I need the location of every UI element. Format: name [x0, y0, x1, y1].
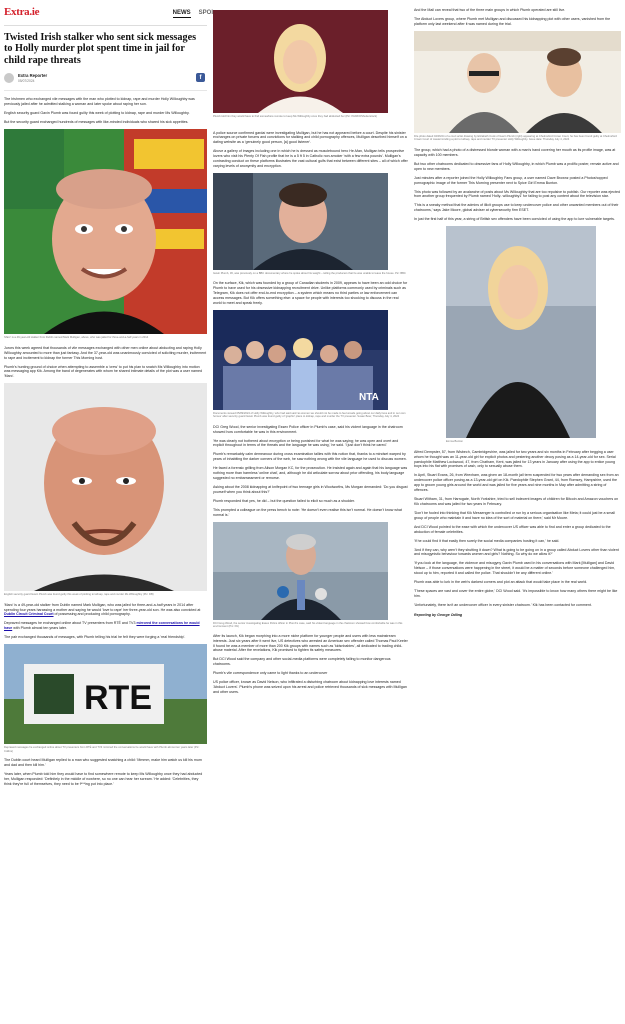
photo-caption: Plumb told him they would have to find somewhere remote to keep Ms Willoughby once they had abducted her (Pic: PA/ROI/Shutterstock) [213, 115, 377, 118]
paragraph: Alfred Dempster, 57, from Wisbech, Cambridgeshire, was jailed for two years and six months in February after begging a user whom he thought was an 11-year-old girl for explicit photos and pestering another decoy posing as a 14-year-old for sex. Serial paedophile Matthew Lockwood, 47, from Chatham, Kent, was jailed for 13 years in January after using the app to entice young boys into his flat with promises of cash, only to sexually abuse them. [414, 449, 616, 469]
paragraph: The pair exchanged thousands of messages, with Plumb telling his trial he felt they were forging a 'real friendship'. [4, 635, 186, 640]
paragraph: Plumb was able to lurk in the web's darkest corners and plot an attack that would take place in the real world. [414, 580, 588, 585]
paragraph: Just minutes after a reporter joined the Holly Willoughby Fans group, a user named Dave Brownz posted a Photoshopped pornographic image of the former This Morning presenter next to Spice Girl Emma Bunton. [414, 175, 608, 185]
author-name[interactable]: Extra Reporter [18, 73, 48, 79]
facebook-share-icon[interactable]: f [196, 73, 205, 82]
paragraph: The Irishmen who exchanged vile messages with the man who plotted to kidnap, rape and murder Holly Willoughby was previously jailed after he admitted stalking a woman and later spoke about raping her son. [4, 97, 195, 107]
nav-news[interactable]: NEWS [173, 9, 191, 18]
logo-text: Extra.ie [4, 6, 40, 19]
paragraph: After its launch, Kik began morphing into a more niche platform for younger people and users with less mainstream interests. Just six years after it went live, US detectives who arrested an American sex offender called Thomas Paul Keeler II found he was a member of more than 200 Kik groups with names such as 'kidsnbabies', all dedicated to trading child-abuse material. After the revelations, Kik promised to tighten its safety measures. [213, 633, 408, 653]
column-left [4, 0, 207, 791]
paragraph: Years later, when Plumb told him they would have to find somewhere remote to keep Ms Willoughby once they had abducted her, Mulligan responded: 'Definitely in the middle of nowhere, so no one can hear her scream.' He added: 'Celebrities, they think they're full of themselves, they need to be f***ing put into place.' [4, 772, 203, 786]
nav-sport[interactable]: SPOI [198, 10, 213, 16]
paragraph: US police officer, known as David Nelson, who infiltrated a disturbing chatroom about kidnapping love interests named 'Abduct Lovers'. Plumb's phone was seized upon his arrest and police retrieved thousands of sick messages with Mulligan and other users. [213, 680, 407, 694]
photo-nta-image [213, 310, 388, 410]
photo-holly-image [213, 10, 388, 113]
paragraph: And DCI Wood pointed to the ease with which the undercover US officer was able to find and enter a group dedicated to the abduction of female celebrities. [414, 524, 611, 534]
photo-mugshot [4, 383, 207, 591]
photo-emma-image [446, 226, 596, 438]
paragraph: English security guard Gavin Plumb was found guilty this week of plotting to kidnap, rape and murder Ms Willoughby. [4, 111, 190, 116]
paragraph: Plumb's hunting ground of choice when attempting to assemble a 'crew' to put his plan to snatch Ms Willoughby into motion was messaging app Kik. Among the band of degenerates with whom he shared intimate details of the plot was a user named 'Marc'. [4, 364, 202, 379]
paragraph: Plumb's remarkably calm demeanour during cross examination tallies with this notion that, thanks to a mindset warped by years of inhabiting the darker corners of the web, he saw nothing wrong with the vile language he used to discuss women. [213, 452, 407, 462]
paragraph: On the surface, Kik, which was founded by a group of Canadian students in 2009, appears to have been an odd choice for Plumb to have used for his obsessive kidnapping recruitment drive. Unlike platforms commonly used by criminals such as Telegram, Kik does not offer end-to-end encryption – a system which means no third parties or law enforcement can access messages. But Kik offers something else: a space for people with interests too shocking to discuss in the real world to meet and speak freely. [213, 281, 408, 305]
paragraph: Stuart Witham, 31, from Harrogate, North Yorkshire, tried to sell indecent images of children for Bitcoin and Amazon vouchers on Kik chatrooms and was jailed for two years in February. [414, 496, 619, 506]
nta-logo-text: NTA [359, 391, 379, 403]
paragraph-text: with Plumb almost ten years later. [13, 626, 67, 631]
paragraph: The Dublin court heard Mulligan replied to a man who suggested snatching a child: 'Mmmm, make him watch us kill his mum and dad and then kill him.' [4, 758, 202, 768]
mirrored-link[interactable]: mirrored the conversations he would have [4, 621, 200, 631]
photo-rte-building [4, 644, 207, 744]
paragraph: But two other chatrooms dedicated to obsessive fans of Holly Willoughby, in which Plumb was a prolific poster, remain active and open to new members. [414, 161, 619, 171]
photo-sketch-image [414, 31, 621, 133]
paragraph: But DCI Wood said the company and other social-media platforms were completely failing to monitor dangerous chatrooms. [213, 657, 391, 667]
paragraph: Above a gallery of images including one in which he is dressed as musclebound hero He-Man, Mulligan tells prospective lovers who visit his Plenty Of Fish profile that he is a 5 ft 5 in Catholic non-smoker 'with a few extra pounds'. Mulligan's contrasting conduct on these platforms illustrates the vast cultural gulfs that exist between different sites – all of which offer varying levels of anonymity and encryption. [213, 149, 408, 168]
photo-caption: Gavin Plumb, 36, was previously on a BBC documentary where he spoke about his weight – telling the producers that he was unable to leave the house. Pic: BBC [213, 271, 406, 275]
paragraph: He faced a forensic grilling from Alison Morgan KC, for the prosecution. He insisted again and again that his language was nothing more than harmless 'online chat', and, although he did articulate sorrow about prior offending, his body language suggested no embarrassment or remorse. [213, 466, 408, 480]
paragraph: 'This is a sneaky method that the admins of illicit groups use to keep undercover police and other unwanted members out of their chatrooms,' says Jake Moore, global adviser at cybersecurity firm ESET. [414, 203, 619, 213]
byline-text [18, 73, 47, 83]
paragraph [4, 603, 207, 618]
paragraph: 'He was clearly not bothered about encryption or being punished for what he was saying; he was open and overt and explicit throughout in terms of the threats and the language he was using,' he said. 'I just don't think he cared.' [213, 438, 399, 448]
paragraph: The group, which had a photo of a distressed blonde woman with a man's hand covering her mouth as its profile image, was at capacity with 100 members. [414, 147, 616, 157]
photo-holly-willoughby [213, 10, 408, 113]
column-middle [172, 0, 408, 699]
publish-date: 05/07/2024 [18, 78, 35, 83]
photo-court-sketch [414, 31, 621, 133]
court-link[interactable]: Dublin Circuit Criminal Court [4, 612, 54, 617]
paragraph: 'These spaces are vast and cover the entire globe,' DCI Wood said. 'It's impossible to know how many others there might be like him. [414, 589, 618, 599]
photo-caption: DCI Greg Wood, the senior investigating Essex Police officer in Plumb's case, said his violent language in the chatroom showed how comfortable he was in this environment (Pic: PA) [213, 621, 403, 629]
paragraph: 'And if they can, why aren't they shutting it down? What is going to be going on in a group called Abduct Lovers other than violent and misogynistic behaviour towards women and girls? Nothing. So why do we allow it?' [414, 547, 619, 557]
reporting-credit: Reporting by George Odling [414, 612, 463, 617]
photo-marc-mulligan-image [4, 129, 207, 334]
paragraph: In April, Stuart Evans, 26, from Wrexham, was given an 18-month jail term suspended for two years after demanding sex from an undercover police officer posing as a 13-year-old girl on Kik. Paedophile Stephen Grant, 44, from Romsey, Hampshire, used the app to groom young girls around the world and was jailed for five years and nine months in May after admitting a string of offences. [414, 473, 619, 492]
top-nav [165, 9, 213, 18]
paragraph: 'If he could find it that easily then surely the social media companies hosting it can,' he said. [414, 538, 560, 543]
photo-gavin-image [213, 173, 388, 270]
photo-marc-mulligan [4, 129, 207, 334]
paragraph: And the Mail can reveal that two of the three main groups in which Plumb operated are still live. [414, 8, 566, 12]
photo-gavin-plumb [213, 173, 408, 270]
paragraph [4, 621, 207, 631]
photo-caption: File photo dated 04/06/24 of a court artist drawing by Elizabeth Cook of Gavin Plumb (right) appearing at Chelmsford Crown Court, he has been found guilty at Chelmsford Crown Court of masterminding a plot to kidnap, rape and murder TV presenter Holly Willoughby. Issue date: Thursday July 4, 2024 [414, 134, 617, 142]
photo-dci-wood [213, 522, 408, 620]
photo-caption: Depraved messages he exchanged online about TV presenters from RTÉ and TV3 mirrored the conversations he would have with Plumb almost ten years later (Pic: Collins) [4, 746, 200, 753]
photo-mugshot-image [4, 383, 207, 591]
paragraph-text: of possessing and producing child pornography. [54, 612, 131, 617]
paragraph: Asking about the 2008 kidnapping at knifepoint of two teenage girls in Woolworths, Ms Morgan demanded: 'Do you disgust yourself when you think about this?' [213, 485, 408, 494]
paragraph: In just the first half of this year, a string of British sex offenders have been convicted of using the app to lure vulnerable targets. [414, 217, 615, 222]
photo-dci-image [213, 522, 388, 620]
paragraph: But the security guard exchanged hundreds of messages with like-minded individuals who shared his sick appetites. [4, 120, 189, 125]
author-avatar [4, 73, 14, 83]
paragraph: This prompted a colleague on the press bench to note: 'He doesn't even realise this isn't normal. He doesn't know what normal is.' [213, 507, 402, 517]
photo-caption: Documents viewed 05/09/2024 of Holly Willoughby, who had said said 'as women we should not be made to feel unsafe going about our daily lives and in our own homes' after security guard Gavin Plumb was found guilty of 'graphic' plans to kidnap, rape and murder the TV presenter. Susan Boer, Thursday July 4, 2024 [213, 411, 406, 419]
divider [4, 90, 207, 91]
paragraph: A police source confirmed gardaí were investigating Mulligan, but he has not appeared before a court. Despite his sinister exchanges on private forums and convictions for stalking and child pornography offences, Mulligan described himself on a dating website as a 'genuinely good person, [a] good listener'. [213, 130, 407, 145]
rte-sign-text: RTE [84, 679, 152, 718]
article-headline: Twisted Irish stalker who sent sick messages to Holly murder plot spent time in jail for child rape threats [4, 32, 197, 66]
paragraph-text: Depraved messages he exchanged online about TV presenters from RTÉ and TV3 [4, 621, 136, 626]
paragraph: Jurors this week agreed that thousands of vile messages exchanged with other men online about abducting and raping Holly Willoughby amounted to more than just fantasy. And the 37-year-old was unanimously convicted of soliciting murder, incitement to rape and incitement to kidnap the former This Morning host. [4, 345, 207, 360]
paragraph: DCI Greg Wood, the senior investigating Essex Police officer in Plumb's case, said his violent language in the chatroom showed how comfortable he was in this environment. [213, 424, 403, 434]
photo-caption: 'Marc' is a 49-year-old stalker from Dublin named Mark Mulligan, above, who was jailed for three-and-a-half years in 2014 [4, 336, 149, 340]
paragraph: 'Don't be fooled into thinking that Kik Messenger is controlled or run by a serious organisation like Meta; it could just be a small group of people who maintain it and have no idea of the sort of material on there,' said Mr Moore. [414, 510, 615, 520]
photo-emma-bunton [446, 226, 621, 438]
byline [4, 73, 207, 83]
column-right [414, 0, 621, 618]
paragraph: 'Unfortunately, there isn't an undercover officer in every sinister chatroom.' Kik has been contacted for comment. [414, 603, 592, 608]
paragraph-text: 'Marc' is a 49-year-old stalker from Dublin named Mark Mulligan, who was jailed for three-and-a-half years in 2014 after spending four years harassing a mother and saying he would 'love to rape' her three-year-old son. He was also convicted at [4, 602, 201, 612]
photo-rte-image [4, 644, 207, 744]
photo-caption: Emma Bunton [446, 440, 464, 444]
photo-caption: English security guard Gavin Plumb was found guilty this week of plotting to kidnap, rape and murder Ms Willoughby (Pic: DB) [4, 593, 154, 597]
paragraph: The Abduct Lovers group, where Plumb met Mulligan and discussed his kidnapping plot with other users, vanished from the platform only last weekend after it was named during the trial. [414, 17, 611, 26]
paragraph: Plumb's vile correspondence only came to light thanks to an undercover [213, 671, 328, 676]
paragraph: This photo was followed by an avalanche of posts about Ms Willoughby that are too repulsive to publish. Our reporter was ejected from another group frequented by Plumb named 'Holly- willoughby1' for failing to post any content about the television star. [414, 189, 620, 199]
photo-nta-awards [213, 310, 408, 410]
paragraph: 'If you look at the language, the violence and misogyny Gavin Plumb used in his conversations with Mark [Mulligan] and David Nelson – if those conversations were happening in the street, it would be a matter of seconds before someone challenged him, stood up to him, reported it and called the police. That shouldn't be any different online.' [414, 561, 616, 576]
site-logo[interactable] [4, 5, 39, 20]
paragraph: Plumb responded that yes, he did – but the question failed to elicit so much as a shudder. [213, 498, 356, 503]
